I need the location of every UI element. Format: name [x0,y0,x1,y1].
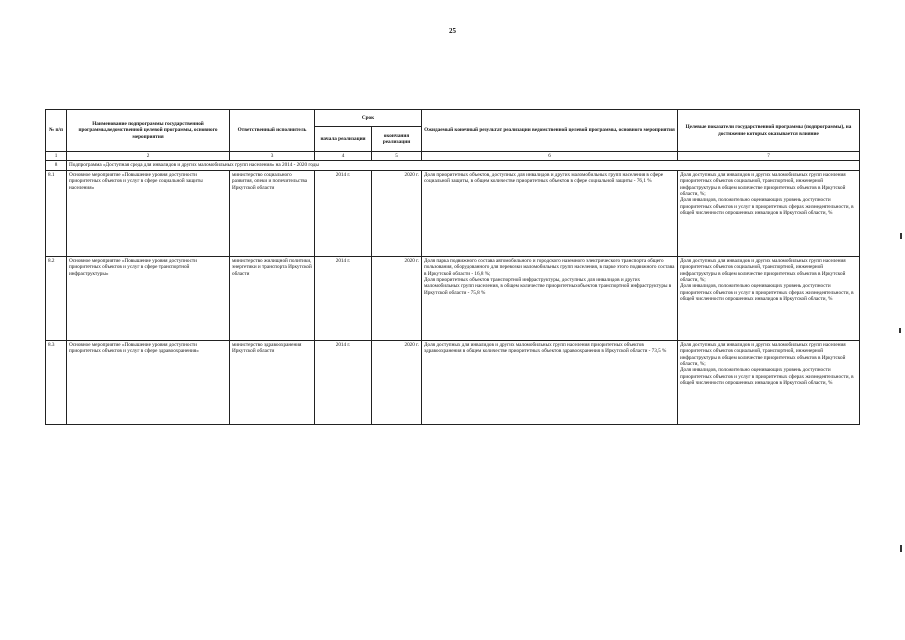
row-num: 8.1 [46,170,67,256]
header-result: Ожидаемый конечный результат реализации ведомственной целевой программы, основного мероприятия [422,110,678,152]
program-table [45,109,860,425]
row-start: 2014 г. [315,256,372,340]
row-indicators [678,170,860,256]
header-name: Наименование подпрограммы государственной программы,ведомственной целевой программы, основного мероприятия [67,110,230,152]
table-row [46,256,860,340]
result-text: Доля парка подвижного состава автомобильного и городского наземного электрического транспорта общего пользования, оборудованного для перевозки маломобильных групп населения, в парке этого подвижного состава в Иркутской области - 16,8 %; [424,257,675,277]
column-numbers-row [46,152,860,161]
header-term-start: начала реализации [315,127,372,152]
column-number: 1 [46,152,67,161]
header-term-end: окончания реализации [372,127,422,152]
row-executor: министерство жилищной политики, энергетики и транспорта Иркутской области [230,256,315,340]
row-name: Основное мероприятие «Повышение уровня доступности приоритетных объектов и услуг в сфере социальной защиты населения» [67,170,230,256]
header-term: Срок [315,110,422,127]
row-executor: министерство здравоохранения Иркутской области [230,340,315,424]
indicator-text: Доля инвалидов, положительно оценивающих уровень доступности приоритетных объектов и услуг в приоритетных сферах жизнедеятельности, в общей численности опрошенных инвалидов в Иркутской области, % [680,197,854,217]
indicator-text: Доля доступных для инвалидов и других маломобильных групп населения приоритетных объектов социальной, транспортной, инженерной инфраструктуры в общем количестве приоритетных объектов в Иркутской области, %; [680,341,846,368]
row-start: 2014 г. [315,170,372,256]
indicator-text: Доля инвалидов, положительно оценивающих уровень доступности приоритетных объектов и услуг в приоритетных сферах жизнедеятельности, в общей численности опрошенных инвалидов в Иркутской области, % [680,283,854,303]
row-name: Основное мероприятие «Повышение уровня доступности приоритетных объектов и услуг в сфере здравоохранения» [67,340,230,424]
row-end: 2020 г. [372,340,422,424]
row-indicators [678,256,860,340]
header-num: № п/п [46,110,67,152]
row-end: 2020 г. [372,170,422,256]
row-start: 2014 г. [315,340,372,424]
scan-artifact [900,545,902,552]
row-result: Доля доступных для инвалидов и других маломобильных групп населения приоритетных объектов здравоохранения в общем количестве приоритетных объектов здравоохранения в Иркутской области - 73,5 % [422,340,678,424]
row-executor: министерство социального развития, опеки и попечительства Иркутской области [230,170,315,256]
header-indicators: Целевые показатели государственной программы (подпрограммы), на достижение которых оказывается влияние [678,110,860,152]
row-indicators [678,340,860,424]
column-number: 2 [67,152,230,161]
scan-artifact [899,328,901,333]
header-executor: Ответственный исполнитель [230,110,315,152]
row-num: 8.3 [46,340,67,424]
scan-artifact [900,233,902,239]
row-num: 8.2 [46,256,67,340]
column-number: 4 [315,152,372,161]
row-name: Основное мероприятие «Повышение уровня доступности приоритетных объектов и услуг в сфере транспортной инфраструктуры» [67,256,230,340]
indicator-text: Доля доступных для инвалидов и других маломобильных групп населения приоритетных объектов социальной, транспортной, инженерной инфраструктуры в общем количестве приоритетных объектов в Иркутской области, %; [680,171,846,198]
subprogram-num: 8 [46,161,67,170]
column-number: 5 [372,152,422,161]
subprogram-row [46,161,860,170]
result-text: Доля приоритетных объектов транспортной инфраструктуры, доступных для инвалидов и других маломобильных групп населения, в общем количестве приоритетныхобъектов транспортной инфраструктуры в Иркутской области - 75,8 % [424,277,672,296]
column-number: 3 [230,152,315,161]
indicator-text: Доля доступных для инвалидов и других маломобильных групп населения приоритетных объектов социальной, транспортной, инженерной инфраструктуры в общем количестве приоритетных объектов в Иркутской области, %; [680,257,846,284]
row-result [422,256,678,340]
subprogram-title: Подпрограмма «Доступная среда для инвалидов и других маломобильных групп населения» на 2014 - 2020 годы [67,161,860,170]
table-row [46,170,860,256]
column-number: 7 [678,152,860,161]
row-end: 2020 г. [372,256,422,340]
table-row [46,340,860,424]
column-number: 6 [422,152,678,161]
row-result: Доля приоритетных объектов, доступных для инвалидов и других маломобильных групп населения в сфере социальной защиты, в общем количестве приоритетных объектов в сфере социальной защиты - 76,1 % [422,170,678,256]
page-number: 25 [449,27,456,35]
indicator-text: Доля инвалидов, положительно оценивающих уровень доступности приоритетных объектов и услуг в приоритетных сферах жизнедеятельности, в общей численности опрошенных инвалидов в Иркутской области, % [680,367,854,387]
